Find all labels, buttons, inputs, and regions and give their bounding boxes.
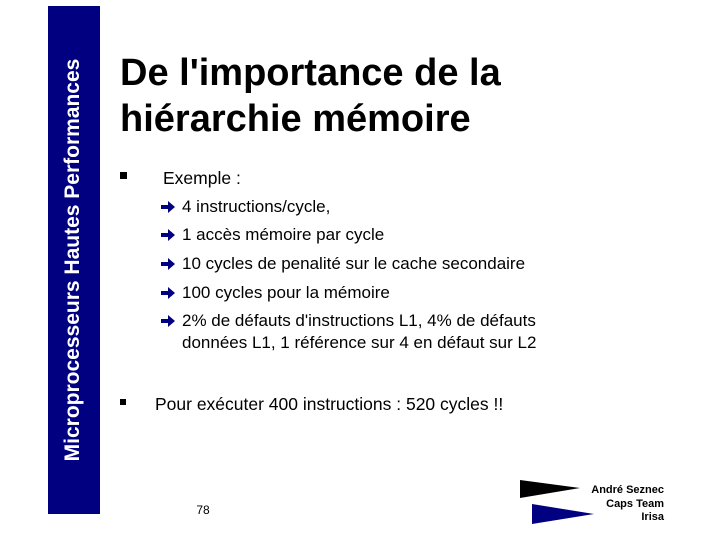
right-arrow-icon [160,285,176,301]
slide-title [120,50,680,142]
sub-bullet-continuation: données L1, 1 référence sur 4 en défaut sur L2 [182,333,537,352]
bullet-conclusion-text: Pour exécuter 400 instructions : 520 cycles !! [155,394,504,414]
sidebar-label: Microprocesseurs Hautes Performances [61,58,84,462]
author-institution: Irisa [641,511,664,523]
bullet-example-label: Exemple : [163,168,241,188]
right-arrow-icon [160,313,176,329]
right-arrow-icon [160,227,176,243]
sub-bullet-text: 4 instructions/cycle, [182,197,331,216]
author-block [560,484,664,525]
square-bullet-icon [120,172,127,179]
sub-bullet-text: 10 cycles de penalité sur le cache secondaire [182,254,526,273]
title-line-1: De l'importance de la [120,52,501,94]
sub-bullet-text: 100 cycles pour la mémoire [182,283,390,302]
sub-bullet-text: 1 accès mémoire par cycle [182,225,385,244]
square-bullet-icon [120,399,126,405]
author-name: André Seznec [591,484,664,496]
page-number: 78 [196,503,210,517]
title-line-2: hiérarchie mémoire [120,98,471,140]
right-arrow-icon [160,199,176,215]
right-arrow-icon [160,256,176,272]
sub-bullet-text: 2% de défauts d'instructions L1, 4% de défauts [182,311,536,330]
author-team: Caps Team [606,497,664,510]
